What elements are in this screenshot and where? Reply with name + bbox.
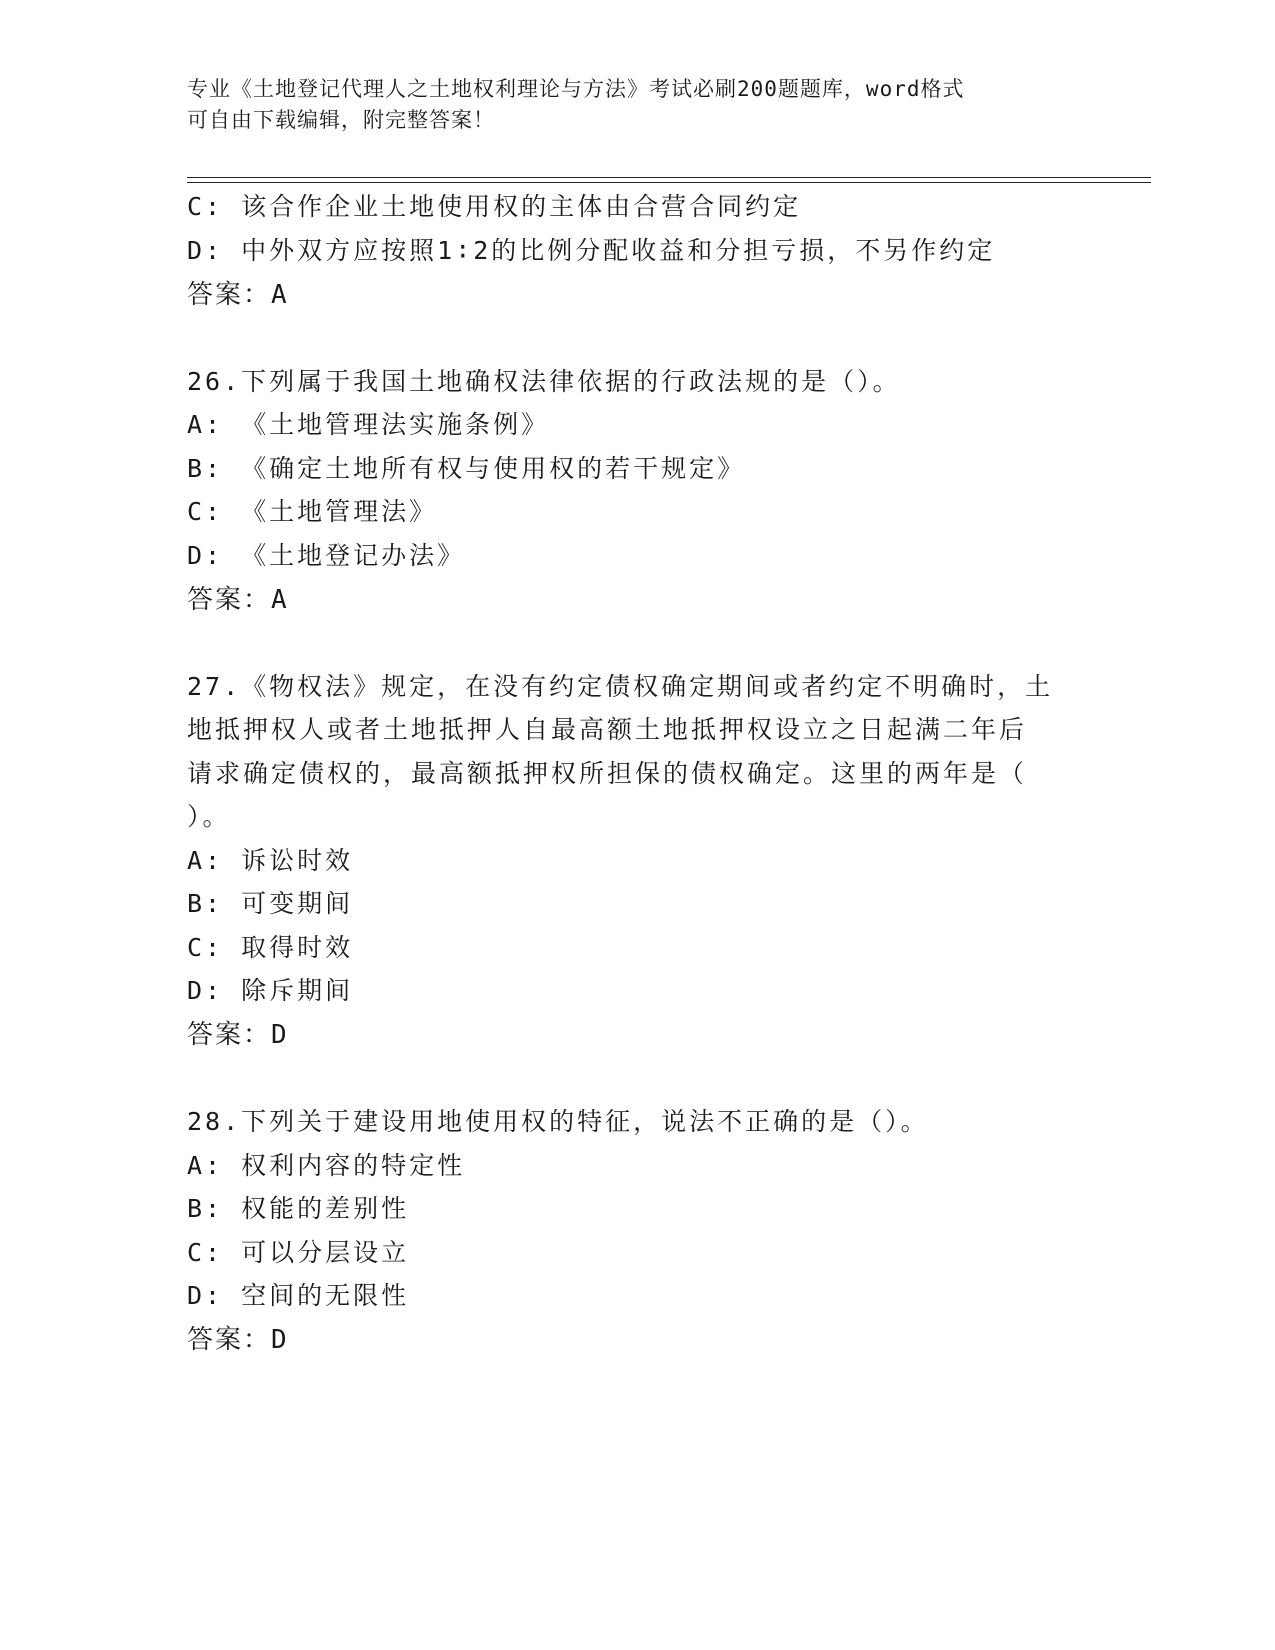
header-line-1: 专业《土地登记代理人之土地权利理论与方法》考试必刷200题题库，word格式 bbox=[187, 77, 965, 101]
q27-stem-line-3: 请求确定债权的，最高额抵押权所担保的债权确定。这里的两年是（ bbox=[187, 759, 1028, 788]
q27-option-a: A: 诉讼时效 bbox=[187, 846, 354, 875]
q28-option-d: D: 空间的无限性 bbox=[187, 1281, 410, 1310]
q26-answer bbox=[187, 579, 289, 616]
q27-option-c: C: 取得时效 bbox=[187, 933, 354, 962]
q27-option-b: B: 可变期间 bbox=[187, 889, 354, 918]
q27-option-d: D: 除斥期间 bbox=[187, 976, 354, 1005]
q27-stem-line-4: ）。 bbox=[187, 802, 231, 831]
q27-answer bbox=[187, 1014, 289, 1051]
header-line-2: 可自由下载编辑，附完整答案！ bbox=[187, 108, 495, 132]
answer-label: 答案： bbox=[187, 1020, 272, 1050]
q25-option-d: D: 中外双方应按照1∶2的比例分配收益和分担亏损，不另作约定 bbox=[187, 236, 996, 265]
q25-option-c: C: 该合作企业土地使用权的主体由合营合同约定 bbox=[187, 192, 802, 221]
answer-label: 答案： bbox=[187, 1325, 272, 1355]
q26-option-d: D: 《土地登记办法》 bbox=[187, 541, 466, 570]
q26-option-c: C: 《土地管理法》 bbox=[187, 497, 438, 526]
answer-label: 答案： bbox=[187, 280, 272, 310]
q28-answer bbox=[187, 1319, 289, 1356]
header-divider-top bbox=[187, 177, 1151, 178]
q27-stem-line-2: 地抵押权人或者土地抵押人自最高额土地抵押权设立之日起满二年后 bbox=[187, 715, 1028, 744]
q28-stem: 28.下列关于建设用地使用权的特征，说法不正确的是（）。 bbox=[187, 1107, 929, 1136]
q26-option-a: A: 《土地管理法实施条例》 bbox=[187, 410, 550, 439]
q28-option-c: C: 可以分层设立 bbox=[187, 1238, 410, 1267]
answer-value: A bbox=[271, 585, 289, 615]
q26-stem: 26.下列属于我国土地确权法律依据的行政法规的是（）。 bbox=[187, 367, 901, 396]
answer-label: 答案： bbox=[187, 585, 272, 615]
header-divider-bottom bbox=[187, 182, 1151, 183]
answer-value: D bbox=[271, 1325, 289, 1355]
q27-stem-line-1: 27.《物权法》规定，在没有约定债权确定期间或者约定不明确时，土 bbox=[187, 672, 1054, 701]
answer-value: D bbox=[271, 1020, 289, 1050]
q25-answer bbox=[187, 274, 289, 311]
q28-option-a: A: 权利内容的特定性 bbox=[187, 1151, 466, 1180]
q26-option-b: B: 《确定土地所有权与使用权的若干规定》 bbox=[187, 454, 746, 483]
document-header bbox=[187, 74, 1087, 136]
q28-option-b: B: 权能的差别性 bbox=[187, 1194, 410, 1223]
answer-value: A bbox=[271, 280, 289, 310]
